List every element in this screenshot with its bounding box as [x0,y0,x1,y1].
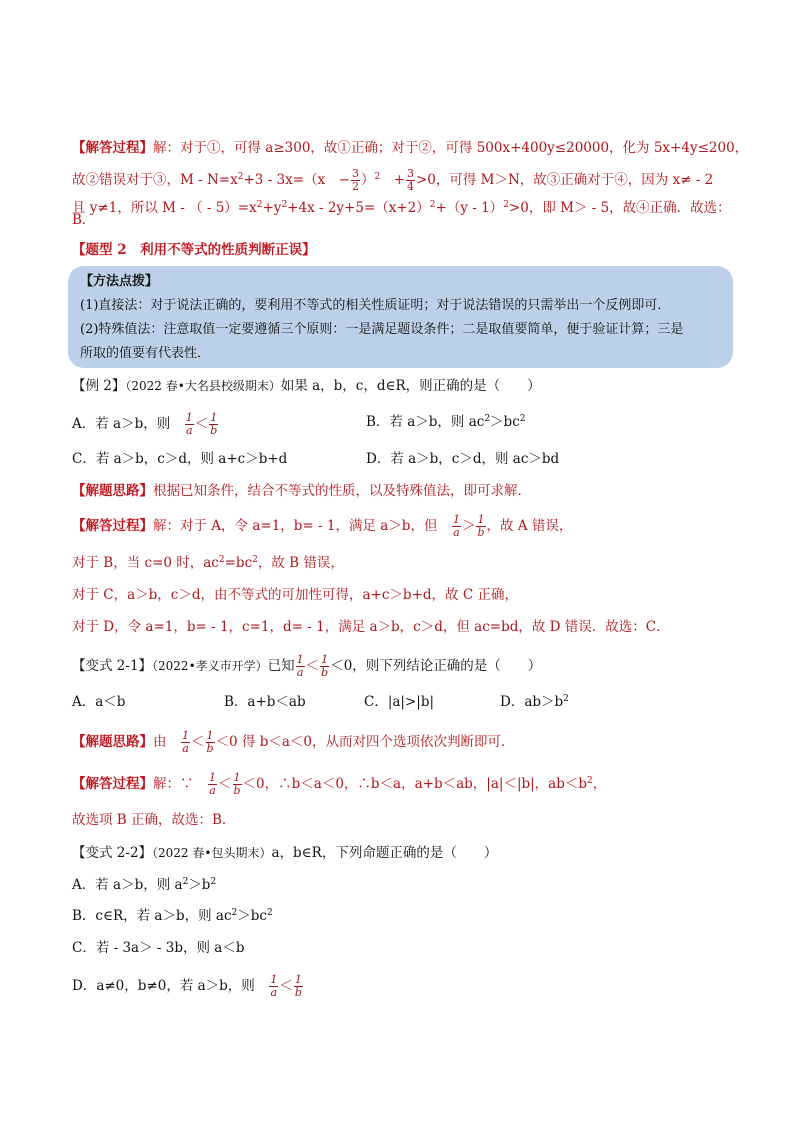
fraction: $\frac{3}{4}$ [406,167,414,193]
fraction: $\frac{3}{2}$ [351,167,359,193]
solution1-line4: B． [72,212,96,228]
solution1-line2: 故②错误对于③，$M - N=x^2+3 - 3x=(x$ − $\frac{3}{2}$ ）$^2$ + $\frac{3}{4}$ >0，可得 M＞N，故③正确对于④，因为 x≠ - 2 [72,167,714,193]
example-2-solution-2: 对于 B，当 c=0 时，$ac^2=bc^2$，故 B 错误， [72,555,344,571]
method-point-2: (2)特殊值法：注意取值一定要遵循三个原则：一是满足题设条件；二是取值要简单，便于验证计算；三是 [80,322,684,337]
example-2-solution-3: 对于 C，a＞b，c＞d，由不等式的可加性可得，a+c＞b+d，故 C 正确， [72,587,518,603]
variant-2-1-solution-2: 故选项 B 正确，故选：B． [72,812,236,828]
solution1-line3: 且 y≠1，所以 M - （ - $5)=x^2+y^2+4x - 2y+5=(x+2)^2+(y - 1)^2>0$，即 M＞ - 5，故④正确．故选： [72,200,731,216]
variant-2-1-idea: 【解题思路】由 $\frac{1}{a}$ ＜ $\frac{1}{b}$ ＜0 得 b＜a＜0，从而对四个选项依次判断即可． [72,729,515,755]
example-2-option-c: C．若 a＞b，c＞d，则 a+c＞b+d [72,451,288,467]
method-title: 【方法点拨】 [80,274,159,289]
example-2-solution-1: 【解答过程】解：对于 A，令 a=1，b= - 1，满足 a＞b，但 $\frac{1}{a}$ ＞ $\frac{1}{b}$ ，故 A 错误， [72,513,573,539]
example-2-option-d: D．若 a＞b，c＞d，则 ac＞bd [366,451,560,467]
variant-2-2-option-d: D．a≠0，b≠0，若 a＞b，则 $\frac{1}{a}$ ＜ $\frac{1}{b}$ [72,973,302,999]
example-2-option-b: B．若 a＞b，则 $ac^2>bc^2$ [366,414,526,430]
method-point-1: (1)直接法：对于说法正确的，要利用不等式的相关性质证明；对于说法错误的只需举出一个反例即可． [80,298,671,313]
section-heading: 【题型 2 利用不等式的性质判断正误】 [72,242,316,258]
example-2-idea: 【解题思路】根据已知条件，结合不等式的性质，以及特殊值法，即可求解． [72,483,531,499]
solution-label: 【解答过程】 [72,140,153,156]
example-2-stem: 【例 2】（2022 春•大名县校级期末）如果 a，b，c，d∈R，则正确的是（ ） [72,378,541,394]
method-point-2-cont: 所取的值要有代表性． [80,346,211,361]
example-2-solution-4: 对于 D，令 a=1，b= - 1，c=1，d= - 1，满足 a＞b，c＞d，但 ac=bd，故 D 错误．故选：C． [72,619,670,635]
example-2-option-a: A．若 a＞b，则 $\frac{1}{a}$ ＜ $\frac{1}{b}$ [72,411,218,437]
variant-2-1-stem: 【变式 2-1】（2022•孝义市开学）已知 $\frac{1}{a}$ ＜ $\frac{1}{b}$ ＜0，则下列结论正确的是（ ） [72,653,542,679]
variant-2-2-stem: 【变式 2-2】（2022 春•包头期末）a，b∈R，下列命题正确的是（ ） [72,845,498,861]
solution1-line1: 【解答过程】解：对于①，可得 a≥300，故①正确；对于②，可得 500x+400y≤20000，化为 5x+4y≤200， [72,140,749,156]
variant-2-2-option-c: C．若 - 3a＞ - 3b，则 a＜b [72,940,245,956]
variant-2-1-solution: 【解答过程】解：∵ $\frac{1}{a}$ ＜ $\frac{1}{b}$ ＜0，∴b＜a＜0，∴b＜a，a+b＜ab，|a|＜|b|，$ab<b^2$， [72,771,607,797]
variant-2-2-option-a: A．若 a＞b，则 $a^2>b^2$ [72,877,217,893]
variant-2-2-option-b: B．c∈R，若 a＞b，则 $ac^2>bc^2$ [72,908,273,924]
